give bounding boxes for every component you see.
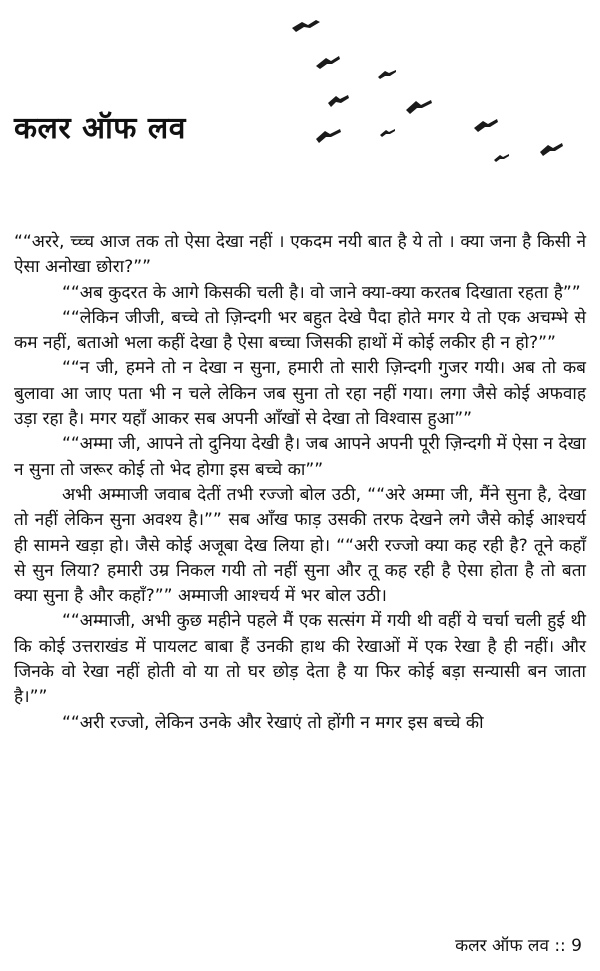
bird-icon [292, 20, 320, 32]
paragraph: अभी अम्माजी जवाब देतीं तभी रज्जो बोल उठी, ““अरे अम्मा जी, मैंने सुना है, देखा तो नहीं लेकिन सुना अवश्य है।”” सब आँख फाड़ उसकी तरफ देखने लगे जैसे कोई आश्चर्य ही सामने खड़ा हो। जैसे कोई अजूबा देख लिया हो। ““अरी रज्जो क्या कह रही है? तूने कहाँ से सुन लिया? हमारी उम्र निकल गयी तो नहीं सुना और तू कह रही है ऐसा होता है तो बता क्या सुना है और कहाँ?”” अम्माजी आश्चर्य में भर बोल उठी। [14, 484, 586, 607]
bird-icon [540, 143, 563, 156]
paragraph: ““अम्माजी, अभी कुछ महीने पहले मैं एक सत्संग में गयी थी वहीं ये चर्चा चली हुई थी कि कोई उत्तराखंड में पायलट बाबा हैं उनकी हाथ की रेखाओं में एक रेखा है ही नहीं। और जिनके वो रेखा नहीं होती वो या तो घर छोड़ देता है या फिर कोई बड़ा सन्यासी बन जाता है।”” [14, 611, 586, 708]
bird-icon [380, 129, 395, 137]
bird-icon [378, 70, 396, 79]
paragraph: ““लेकिन जीजी, बच्चे तो ज़िन्दगी भर बहुत देखे पैदा होते मगर ये तो एक अचम्भे से कम नहीं, बताओ भला कहीं देखा है ऐसा बच्चा जिसकी हाथों में कोई लकीर ही न हो?”” [14, 307, 586, 354]
paragraph: ““अररे, च्च्च आज तक तो ऐसा देखा नहीं । एकदम नयी बात है ये तो । क्या जना है किसी ने ऐसा अनोखा छोरा?”” [14, 232, 586, 278]
bird-icon [316, 56, 340, 69]
bird-icon [328, 95, 349, 107]
running-footer: कलर ऑफ लव :: 9 [455, 936, 582, 956]
flying-birds-illustration [0, 0, 600, 200]
chapter-body [14, 230, 586, 736]
bird-icon [474, 119, 498, 132]
bird-icon [406, 100, 432, 114]
paragraph: ““अम्मा जी, आपने तो दुनिया देखी है। जब आपने अपनी पूरी ज़िन्दगी में ऐसा न देखा न सुना तो जरूर कोई तो भेद होगा इस बच्चे का”” [14, 434, 586, 480]
paragraph: ““न जी, हमने तो न देखा न सुना, हमारी तो सारी ज़िन्दगी गुजर गयी। अब तो कब बुलावा आ जाए पता भी न चले लेकिन जब सुना तो रहा नहीं गया। लगा जैसे कोई अफवाह उड़ा रहा है। मगर यहाँ आकर सब अपनी आँखों से देखा तो विश्वास हुआ”” [14, 358, 586, 430]
paragraph: ““अब कुदरत के आगे किसकी चली है। वो जाने क्या-क्या करतब दिखाता रहता है”” [62, 282, 581, 303]
bird-icon [494, 154, 509, 162]
bird-icon [316, 129, 341, 143]
chapter-title: कलर ऑफ लव [14, 111, 186, 146]
paragraph: ““अरी रज्जो, लेकिन उनके और रेखाएं तो होंगी न मगर इस बच्चे की [62, 712, 484, 733]
